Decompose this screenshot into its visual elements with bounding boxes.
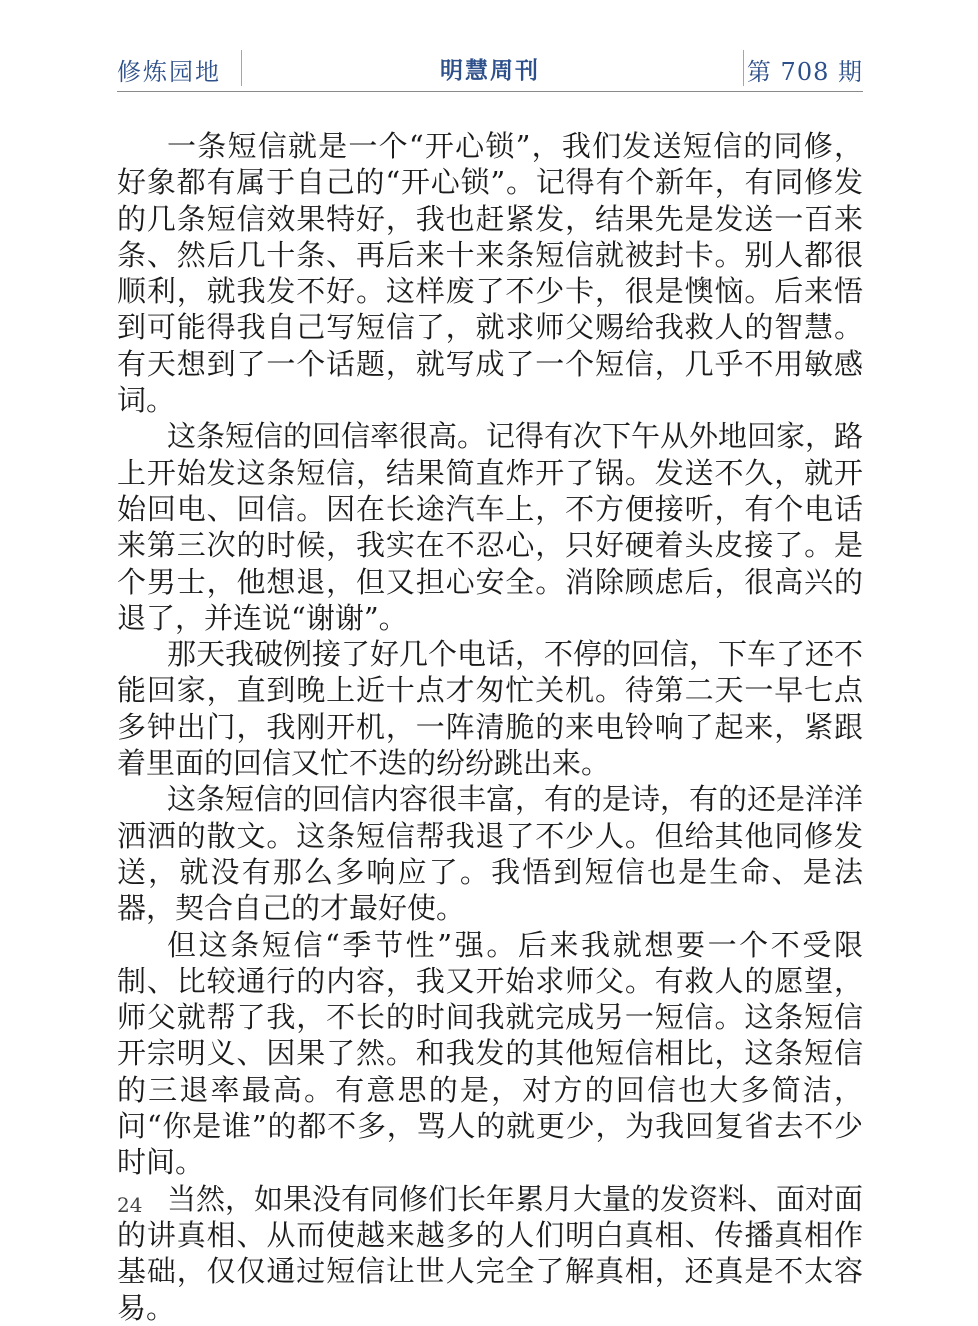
article-body (117, 128, 863, 1326)
paragraph: 那天我破例接了好几个电话，不停的回信，下车了还不能回家，直到晚上近十点才匆忙关机。待第二天一早七点多钟出门，我刚开机，一阵清脆的来电铃响了起来，紧跟着里面的回信又忙不迭的纷纷跳出来。 (117, 637, 864, 781)
page-number: 24 (117, 1193, 143, 1217)
paragraph: 这条短信的回信内容很丰富，有的是诗，有的还是洋洋洒洒的散文。这条短信帮我退了不少人。但给其他同修发送，就没有那么多响应了。我悟到短信也是生命、是法器，契合自己的才最好使。 (117, 782, 864, 926)
paragraph: 一条短信就是一个“开心锁”，我们发送短信的同修，好象都有属于自己的“开心锁”。记得有个新年，有同修发的几条短信效果特好，我也赶紧发，结果先是发送一百来条、然后几十条、再后来十来条短信就被封卡。别人都很顺利，就我发不好。这样废了不少卡，很是懊恼。后来悟到可能得我自己写短信了，就求师父赐给我救人的智慧。有天想到了一个话题，就写成了一个短信，几乎不用敏感词。 (117, 129, 863, 418)
section-title: 修炼园地 (117, 58, 221, 86)
paragraph: 当然，如果没有同修们长年累月大量的发资料、面对面的讲真相、从而使越来越多的人们明白真相、传播真相作基础，仅仅通过短信让世人完全了解真相，还真是不太容易。 (117, 1181, 864, 1325)
header-divider-right (743, 50, 744, 86)
publication-title: 明慧周刊 (440, 58, 540, 84)
paragraph: 这条短信的回信率很高。记得有次下午从外地回家，路上开始发这条短信，结果简直炸开了锅。发送不久，就开始回电、回信。因在长途汽车上，不方便接听，有个电话来第三次的时候，我实在不忍心，只好硬着头皮接了。是个男士，他想退，但又担心安全。消除顾虑后，很高兴的退了，并连说“谢谢”。 (117, 419, 864, 635)
header-rule (117, 91, 863, 92)
page-header (117, 44, 863, 92)
issue-number: 第 708 期 (746, 58, 863, 86)
paragraph: 但这条短信“季节性”强。后来我就想要一个不受限制、比较通行的内容，我又开始求师父。有救人的愿望，师父就帮了我，不长的时间我就完成另一短信。这条短信开宗明义、因果了然。和我发的其他短信相比，这条短信的三退率最高。有意思的是，对方的回信也大多简洁，问“你是谁”的都不多，骂人的就更少，为我回复省去不少时间。 (117, 927, 863, 1180)
